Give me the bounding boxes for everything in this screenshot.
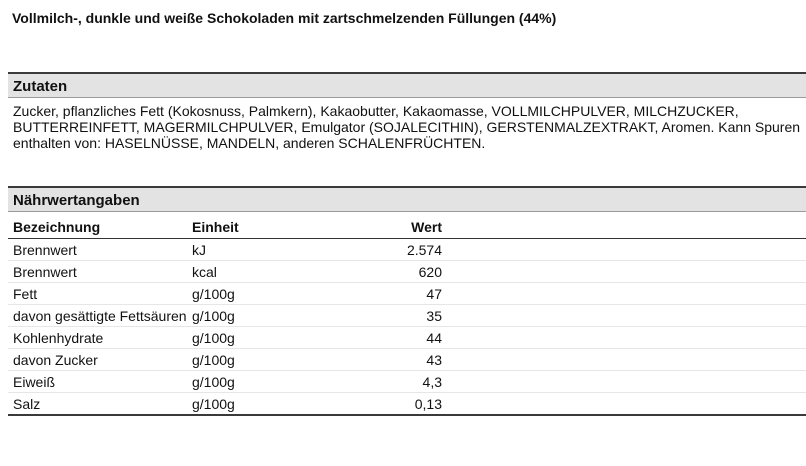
row-name: davon gesättigte Fettsäuren xyxy=(8,305,187,327)
row-spacer xyxy=(442,261,806,283)
row-unit: g/100g xyxy=(187,371,352,393)
row-spacer xyxy=(442,327,806,349)
row-unit: g/100g xyxy=(187,283,352,305)
row-spacer xyxy=(442,393,806,416)
table-row xyxy=(8,305,806,327)
column-header-unit: Einheit xyxy=(187,216,352,239)
row-name: Eiweiß xyxy=(8,371,187,393)
table-row xyxy=(8,371,806,393)
row-value: 2.574 xyxy=(352,239,442,261)
row-spacer xyxy=(442,283,806,305)
table-row xyxy=(8,283,806,305)
column-header-spacer xyxy=(442,216,806,239)
table-row xyxy=(8,261,806,283)
table-row xyxy=(8,349,806,371)
table-row xyxy=(8,393,806,416)
ingredients-heading: Zutaten xyxy=(8,72,806,98)
product-title: Vollmilch-, dunkle und weiße Schokoladen mit zartschmelzenden Füllungen (44%) xyxy=(12,10,557,26)
row-unit: kJ xyxy=(187,239,352,261)
column-header-value: Wert xyxy=(352,216,442,239)
row-spacer xyxy=(442,305,806,327)
row-name: davon Zucker xyxy=(8,349,187,371)
nutrition-heading: Nährwertangaben xyxy=(8,186,806,212)
row-name: Kohlenhydrate xyxy=(8,327,187,349)
row-unit: g/100g xyxy=(187,393,352,416)
row-value: 35 xyxy=(352,305,442,327)
row-name: Salz xyxy=(8,393,187,416)
row-unit: kcal xyxy=(187,261,352,283)
row-value: 47 xyxy=(352,283,442,305)
ingredients-section xyxy=(8,72,806,151)
row-name: Brennwert xyxy=(8,261,187,283)
ingredients-text: Zucker, pflanzliches Fett (Kokosnuss, Palmkern), Kakaobutter, Kakaomasse, VOLLMILCHPULVER, MILCHZUCKER, BUTTERREINFETT, MAGERMILCHPULVER, Emulgator (SOJALECITHIN), GERSTENMALZEXTRAKT, Aromen. Kann Spuren enthalten von: HASELNÜSSE, MANDELN, anderen SCHALENFRÜCHTEN. xyxy=(13,103,801,151)
nutrition-header-row xyxy=(8,216,806,239)
row-value: 4,3 xyxy=(352,371,442,393)
table-row xyxy=(8,327,806,349)
table-row xyxy=(8,239,806,261)
row-spacer xyxy=(442,239,806,261)
row-value: 0,13 xyxy=(352,393,442,416)
row-spacer xyxy=(442,349,806,371)
row-spacer xyxy=(442,371,806,393)
row-unit: g/100g xyxy=(187,327,352,349)
row-value: 44 xyxy=(352,327,442,349)
nutrition-table xyxy=(8,216,806,416)
row-unit: g/100g xyxy=(187,305,352,327)
nutrition-section xyxy=(8,186,806,416)
row-value: 43 xyxy=(352,349,442,371)
column-header-name: Bezeichnung xyxy=(8,216,187,239)
row-value: 620 xyxy=(352,261,442,283)
row-name: Brennwert xyxy=(8,239,187,261)
row-name: Fett xyxy=(8,283,187,305)
row-unit: g/100g xyxy=(187,349,352,371)
